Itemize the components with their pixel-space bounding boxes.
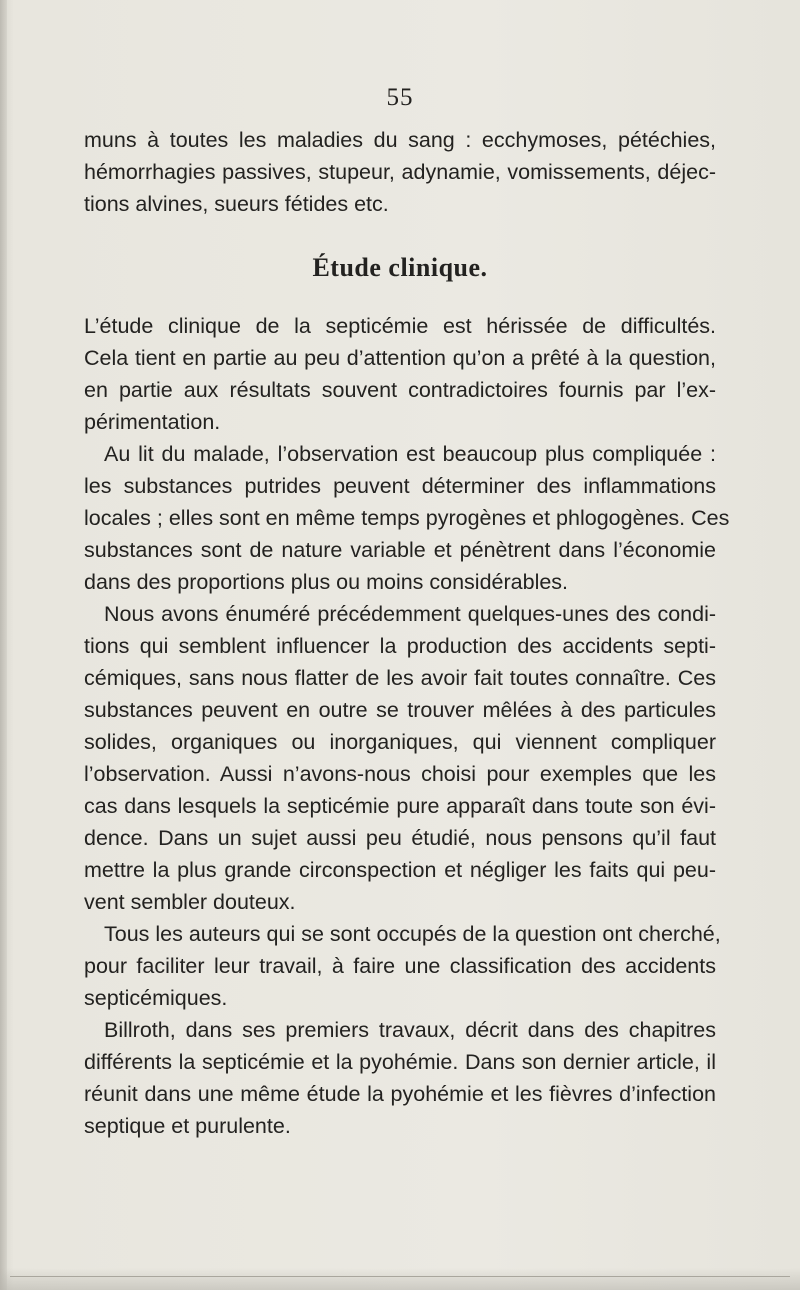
text-line: pour faciliter leur travail, à faire une classification des accidents xyxy=(84,954,716,978)
text-line: mettre la plus grande circonspection et négliger les faits qui peu- xyxy=(84,858,716,882)
text-line: vent sembler douteux. xyxy=(84,890,296,914)
text-line: les substances putrides peuvent déterminer des inflammations xyxy=(84,474,716,498)
text-line: hémorrhagies passives, stupeur, adynamie, vomissements, déjec- xyxy=(84,160,716,184)
text-line: cas dans lesquels la septicémie pure apparaît dans toute son évi- xyxy=(84,794,716,818)
text-line: Billroth, dans ses premiers travaux, décrit dans des chapitres xyxy=(104,1018,716,1042)
text-line: dans des proportions plus ou moins considérables. xyxy=(84,570,569,594)
text-line: Au lit du malade, l’observation est beaucoup plus compliquée : xyxy=(104,442,716,466)
text-line: substances sont de nature variable et pénètrent dans l’économie xyxy=(84,538,716,562)
paragraph xyxy=(84,918,721,1014)
page-bottom-shadow xyxy=(0,1268,800,1290)
paragraph-continued xyxy=(84,124,716,220)
text-line: dence. Dans un sujet aussi peu étudié, nous pensons qu’il faut xyxy=(84,826,716,850)
text-line: l’observation. Aussi n’avons-nous choisi pour exemples que les xyxy=(84,762,716,786)
section-heading: Étude clinique. xyxy=(312,253,488,282)
paragraph xyxy=(84,310,716,438)
text-line: réunit dans une même étude la pyohémie et les fièvres d’infection xyxy=(84,1082,716,1106)
text-line: substances peuvent en outre se trouver mêlées à des particules xyxy=(84,698,716,722)
text-line: solides, organiques ou inorganiques, qui viennent compliquer xyxy=(84,730,716,754)
page-binding-edge xyxy=(0,0,7,1290)
page-bottom-edge xyxy=(10,1276,790,1277)
text-line: périmentation. xyxy=(84,410,221,434)
text-line: muns à toutes les maladies du sang : ecchymoses, pétéchies, xyxy=(84,128,716,152)
page-body xyxy=(84,124,730,1142)
page-number: 55 xyxy=(386,84,414,111)
text-line: septique et purulente. xyxy=(84,1114,291,1138)
paragraph xyxy=(84,598,716,918)
text-line: Cela tient en partie au peu d’attention qu’on a prêté à la question, xyxy=(84,346,716,370)
text-line: Tous les auteurs qui se sont occupés de la question ont cherché, xyxy=(104,922,721,946)
paragraph xyxy=(84,438,730,598)
text-line: cémiques, sans nous flatter de les avoir fait toutes connaître. Ces xyxy=(84,666,716,690)
text-line: septicémiques. xyxy=(84,986,228,1010)
text-line: tions qui semblent influencer la production des accidents septi- xyxy=(84,634,716,658)
text-line: différents la septicémie et la pyohémie. Dans son dernier article, il xyxy=(84,1050,716,1074)
text-line: L’étude clinique de la septicémie est hérissée de difficultés. xyxy=(84,314,716,338)
text-line: tions alvines, sueurs fétides etc. xyxy=(84,192,389,216)
text-line: locales ; elles sont en même temps pyrogènes et phlogogènes. Ces xyxy=(84,506,730,530)
paragraph xyxy=(84,1014,716,1142)
text-line: en partie aux résultats souvent contradictoires fournis par l’ex- xyxy=(84,378,716,402)
text-line: Nous avons énuméré précédemment quelques-unes des condi- xyxy=(104,602,716,626)
